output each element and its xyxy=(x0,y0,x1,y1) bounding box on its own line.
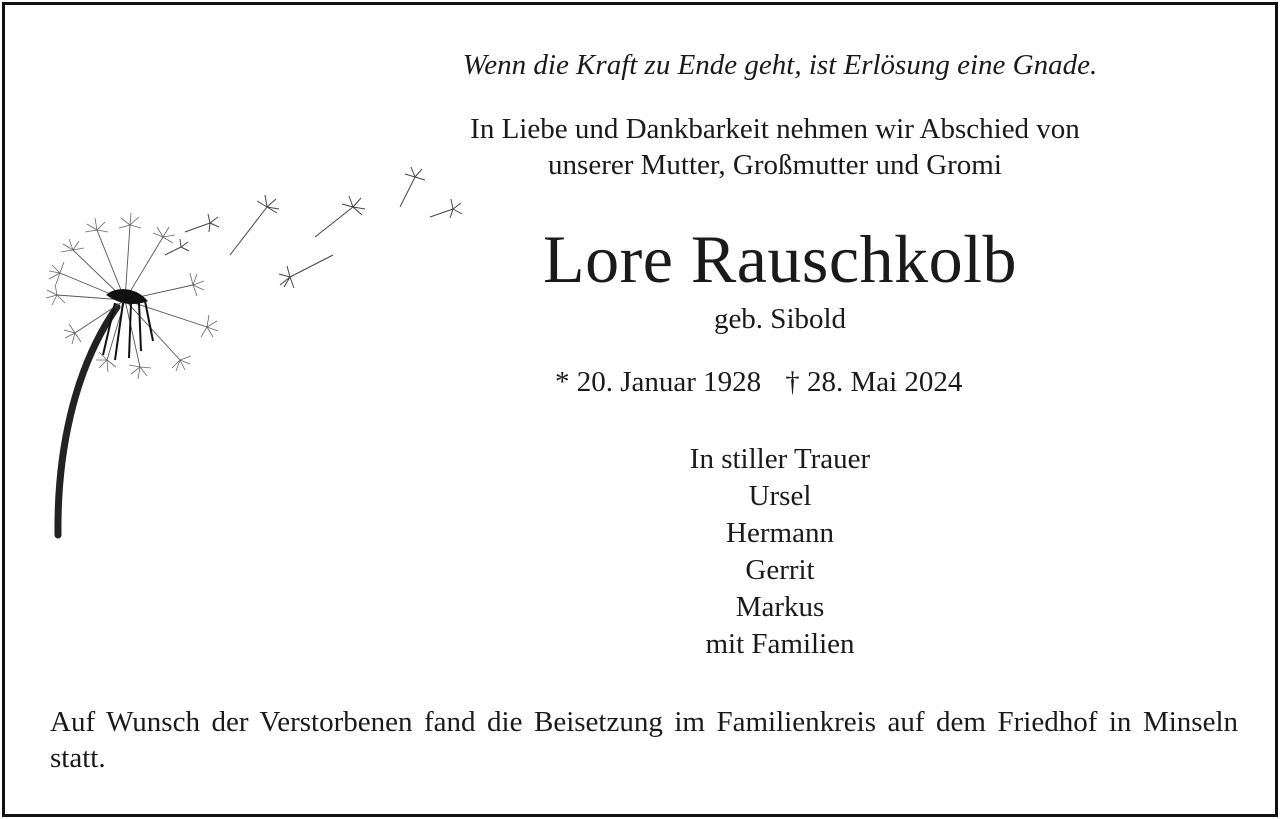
mourner-name: Markus xyxy=(735,591,825,623)
intro-line-1: In Liebe und Dankbarkeit nehmen wir Abschied von xyxy=(470,113,1080,145)
mourner-name: Gerrit xyxy=(745,554,815,586)
life-dates xyxy=(555,366,962,399)
mourners-heading: In stiller Trauer xyxy=(689,443,871,475)
burial-note: Auf Wunsch der Verstorbenen fand die Beisetzung im Familienkreis auf dem Friedhof in Minseln statt. xyxy=(50,706,1238,774)
mourner-name: Ursel xyxy=(748,480,812,512)
mourners-family: mit Familien xyxy=(705,628,855,660)
obituary-notice xyxy=(2,2,1278,817)
deceased-name: Lore Rauschkolb xyxy=(543,221,1017,297)
motto: Wenn die Kraft zu Ende geht, ist Erlösung eine Gnade. xyxy=(462,49,1098,81)
intro-line-2: unserer Mutter, Großmutter und Gromi xyxy=(548,149,1002,181)
death-date: † 28. Mai 2024 xyxy=(785,366,963,398)
birth-date: * 20. Januar 1928 xyxy=(555,366,762,398)
mourner-name: Hermann xyxy=(726,517,834,549)
birth-name: geb. Sibold xyxy=(713,303,847,335)
